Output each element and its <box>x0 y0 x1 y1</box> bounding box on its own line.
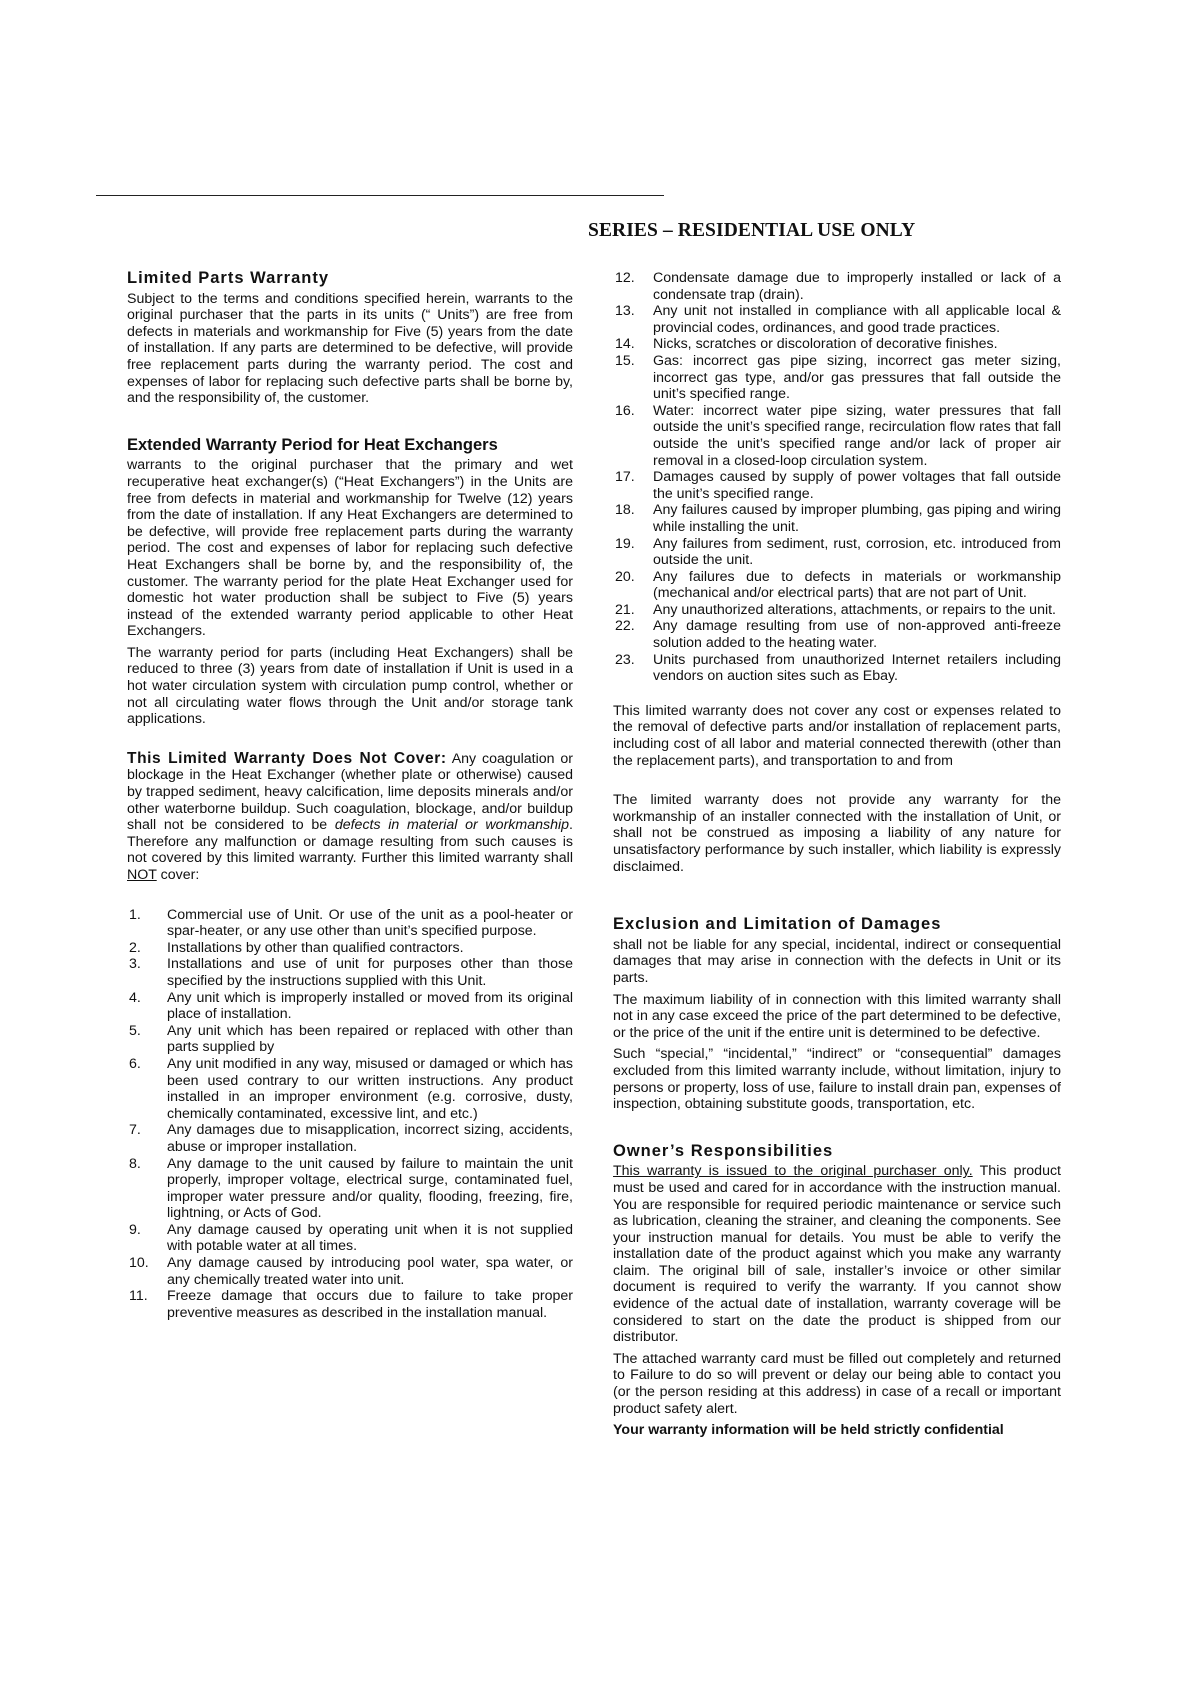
owner-text-1: This warranty is issued to the original purchaser only. This product must be used and cared for in accordance with the instruction manual. You are responsible for required periodic maintenance or service such as lubrication, cleaning the strainer, and cleaning the components. See your instruction manual for details. You must be able to verify the installation date of the product against which you make any warranty claim. The original bill of sale, installer’s invoice or other similar document is required to verify the warranty. If you cannot show evidence of the actual date of installation, warranty coverage will be considered to start on the date the product is shipped from our distributor. <box>613 1163 1062 1346</box>
list-item: 10. Any damage caused by introducing pool water, spa water, or any chemically treated water into unit. <box>129 1255 573 1288</box>
list-item: 22. Any damage resulting from use of non-approved anti-freeze solution added to the heating water. <box>615 618 1061 652</box>
list-item: 18. Any failures caused by improper plumbing, gas piping and wiring while installing the unit. <box>615 502 1061 535</box>
exclusion-text-3: Such “special,” “incidental,” “indirect” or “consequential” damages excluded from this limited warranty include, without limitation, injury to persons or property, loss of use, failure to install drain pan, expenses of inspection, obtaining substitute goods, transportation, etc. <box>613 1046 1061 1113</box>
reduced-warranty-text: The warranty period for parts (including Heat Exchangers) shall be reduced to three (3) years from date of installation if Unit is used in a hot water circulation system with circulation pump control, whether or not all circulating water flows through the Unit and/or storage tank applications. <box>127 644 573 728</box>
list-item: 21. Any unauthorized alterations, attachments, or repairs to the unit. <box>615 601 1056 618</box>
list-item: 8. Any damage to the unit caused by failure to maintain the unit properly, improper voltage, electrical surge, contaminated fuel, improper water pressure and/or quality, flooding, freezing, fire, lightning, or Acts of God. <box>129 1155 573 1222</box>
list-item: 9. Any damage caused by operating unit when it is not supplied with potable water at all times. <box>129 1221 573 1255</box>
top-rule <box>96 195 664 196</box>
exclusion-text-1: shall not be liable for any special, incidental, indirect or consequential damages that may arise in connection with the defects in Unit or its parts. <box>613 936 1061 986</box>
right-column <box>613 270 1061 1444</box>
extended-warranty-text: warrants to the original purchaser that the primary and wet recuperative heat exchanger(s) (“Heat Exchangers”) in the Units are free from defects in material and workmanship for Twelve (12) years from the date of installation. If any Heat Exchangers are determined to be defective, will provide free replacement parts during the warranty period. The cost and expenses of labor for replacing such defective Heat Exchangers shall be borne by, and the responsibility of, the customer. The warranty period for the plate Heat Exchanger used for domestic hot water production shall be subject to Five (5) years instead of the extended warranty period applicable to other Heat Exchangers. <box>127 457 573 640</box>
list-item: 2. Installations by other than qualified contractors. <box>129 939 464 956</box>
owner-text-2: The attached warranty card must be filled out completely and returned to Failure to do so will prevent or delay our being able to contact you (or the person residing at this address) in case of a recall or important product safety alert. <box>613 1350 1061 1417</box>
limited-parts-warranty-text: Subject to the terms and conditions specified herein, warrants to the original purchaser that the parts in its units (“ Units”) are free from defects in materials and workmanship for Five (5) years from the date of installation. If any parts are determined to be defective, will provide free replacement parts during the warranty period. The cost and expenses of labor for replacing such defective parts shall be borne by, and the responsibility of, the customer. <box>127 290 573 407</box>
left-column <box>127 270 573 1321</box>
owner-responsibilities-heading: Owner’s Responsibilities <box>613 1141 834 1160</box>
list-item: 14. Nicks, scratches or discoloration of decorative finishes. <box>615 336 998 353</box>
exclusion-list-left <box>127 907 573 1322</box>
exclusion-text-2: The maximum liability of in connection with this limited warranty shall not in any case exceed the price of the part determined to be defective, or the price of the unit if the entire unit is determined to be defective. <box>613 991 1061 1041</box>
exclusion-list-right <box>613 270 1061 685</box>
list-item: 4. Any unit which is improperly installed or moved from its original place of installation. <box>129 989 573 1023</box>
cost-paragraph: This limited warranty does not cover any cost or expenses related to the removal of defective parts and/or installation of replacement parts, including cost of all labor and material connected therewith (other than the replacement parts), and transportation to and from <box>613 702 1061 769</box>
list-item: 16. Water: incorrect water pipe sizing, water pressures that fall outside the unit’s specified range, recirculation flow rates that fall outside the unit’s specified range and/or lack of proper air removal in a closed-loop circulation system. <box>615 402 1061 469</box>
list-item: 19. Any failures from sediment, rust, corrosion, etc. introduced from outside the unit. <box>615 535 1061 569</box>
list-item: 20. Any failures due to defects in materials or workmanship (mechanical and/or electrical parts) that are not part of Unit. <box>615 568 1061 602</box>
list-item: 11. Freeze damage that occurs due to failure to take proper preventive measures as described in the installation manual. <box>129 1288 573 1321</box>
limited-parts-warranty-heading: Limited Parts Warranty <box>127 269 330 287</box>
list-item: 23. Units purchased from unauthorized Internet retailers including vendors on auction sites such as Ebay. <box>615 651 1061 685</box>
list-item: 7. Any damages due to misapplication, incorrect sizing, accidents, abuse or improper installation. <box>129 1122 573 1155</box>
list-item: 3. Installations and use of unit for purposes other than those specified by the instructions supplied with this Unit. <box>129 956 573 989</box>
list-item: 12. Condensate damage due to improperly installed or lack of a condensate trap (drain). <box>615 270 1061 303</box>
list-item: 13. Any unit not installed in compliance with all applicable local & provincial codes, ordinances, and good trade practices. <box>615 303 1061 336</box>
series-title: SERIES – RESIDENTIAL USE ONLY <box>588 220 916 241</box>
list-item: 6. Any unit modified in any way, misused or damaged or which has been used contrary to our written instructions. Any product installed in an improper environment (e.g. corrosive, dusty, chemically contaminated, excessive lint, and etc.) <box>129 1055 573 1122</box>
list-item: 5. Any unit which has been repaired or replaced with other than parts supplied by <box>129 1022 573 1056</box>
extended-warranty-heading: Extended Warranty Period for Heat Exchangers <box>127 435 498 454</box>
exclusion-heading: Exclusion and Limitation of Damages <box>613 915 942 934</box>
not-cover-heading: This Limited Warranty Does Not Cover: <box>127 749 447 767</box>
confidentiality-note: Your warranty information will be held strictly confidential <box>613 1422 1004 1439</box>
list-item: 17. Damages caused by supply of power voltages that fall outside the unit’s specified range. <box>615 469 1061 502</box>
list-item: 15. Gas: incorrect gas pipe sizing, incorrect gas meter sizing, incorrect gas type, and/or gas pressures that fall outside the unit’s specified range. <box>615 352 1061 403</box>
installer-paragraph: The limited warranty does not provide any warranty for the workmanship of an installer connected with the installation of Unit, or shall not be construed as imposing a liability of any nature for unsatisfactory performance by such installer, which liability is expressly disclaimed. <box>613 792 1061 875</box>
not-cover-paragraph: This Limited Warranty Does Not Cover: Any coagulation or blockage in the Heat Exchanger (whether plate or otherwise) caused by trapped sediment, heavy calcification, lime deposits minerals and/or other waterborne buildup. Such coagulation, blockage, and/or buildup shall not be considered to be defects in material or workmanship. Therefore any malfunction or damage resulting from such causes is not covered by this limited warranty. Further this limited warranty shall NOT cover: <box>127 749 573 883</box>
list-item: 1. Commercial use of Unit. Or use of the unit as a pool-heater or spar-heater, or any use other than unit’s specified purpose. <box>129 906 573 940</box>
